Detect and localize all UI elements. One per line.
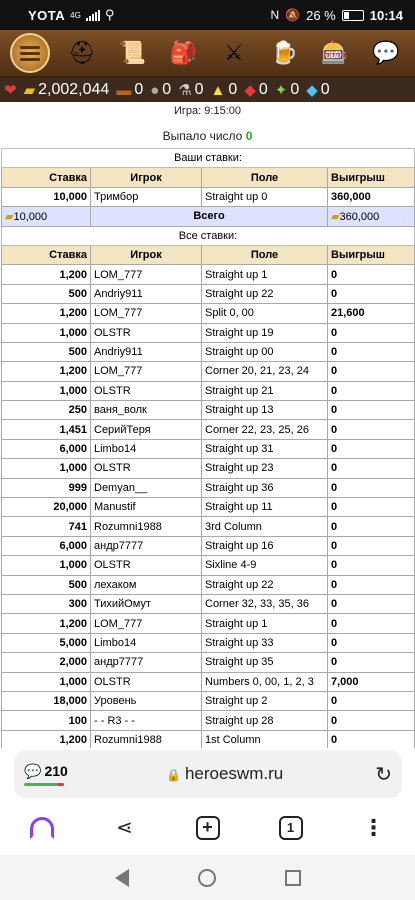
bet-cell: 1,000 bbox=[2, 323, 91, 342]
back-icon[interactable] bbox=[115, 869, 129, 887]
table-row bbox=[2, 478, 415, 497]
win-cell: 360,000 bbox=[328, 187, 415, 206]
health-heart-icon: ❤ bbox=[4, 82, 17, 99]
bet-cell: 2,000 bbox=[2, 653, 91, 672]
col-header-player: Игрок bbox=[91, 168, 202, 187]
bet-cell: 18,000 bbox=[2, 691, 91, 710]
player-cell[interactable]: андр7777 bbox=[91, 653, 202, 672]
win-cell: 0 bbox=[328, 691, 415, 710]
table-row bbox=[2, 633, 415, 652]
field-cell: 1st Column bbox=[202, 730, 328, 748]
player-cell[interactable]: лехаком bbox=[91, 575, 202, 594]
field-cell: Straight up 16 bbox=[202, 536, 328, 555]
chat-bubble-icon[interactable]: 💬 bbox=[371, 40, 400, 65]
comments-count: 210 bbox=[44, 763, 68, 779]
gold-amount: 2,002,044 bbox=[38, 81, 110, 98]
table-row bbox=[2, 284, 415, 303]
wood-amount: 0 bbox=[134, 81, 144, 98]
win-cell: 0 bbox=[328, 478, 415, 497]
table-row bbox=[2, 672, 415, 691]
more-menu-button[interactable] bbox=[354, 808, 394, 848]
table-row bbox=[2, 711, 415, 730]
table-row bbox=[2, 420, 415, 439]
bet-cell: 20,000 bbox=[2, 498, 91, 517]
roulette-icon[interactable]: 🎰 bbox=[321, 40, 349, 65]
player-cell[interactable]: СерийТеря bbox=[91, 420, 202, 439]
total-bet: 10,000 bbox=[13, 210, 48, 223]
field-cell: Straight up 22 bbox=[202, 575, 328, 594]
battery-percent: 26 % bbox=[306, 7, 336, 23]
player-cell[interactable]: Rozumni1988 bbox=[91, 517, 202, 536]
field-cell: Straight up 21 bbox=[202, 381, 328, 400]
resource-bar bbox=[0, 78, 415, 102]
win-cell: 0 bbox=[328, 439, 415, 458]
comment-bubble-icon: 💬 bbox=[24, 762, 42, 779]
crystal-amount: 0 bbox=[258, 81, 268, 98]
table-row bbox=[2, 536, 415, 555]
map-scroll-icon[interactable]: 📜 bbox=[118, 40, 147, 65]
win-cell: 0 bbox=[328, 381, 415, 400]
player-cell[interactable]: Manustif bbox=[91, 498, 202, 517]
win-cell: 0 bbox=[328, 420, 415, 439]
gems-amount: 0 bbox=[290, 81, 300, 98]
table-row bbox=[2, 730, 415, 748]
table-row bbox=[2, 517, 415, 536]
player-cell[interactable]: Andriy911 bbox=[91, 342, 202, 361]
field-cell: Straight up 0 bbox=[202, 187, 328, 206]
bet-cell: 999 bbox=[2, 478, 91, 497]
drawn-number-line bbox=[0, 124, 415, 148]
field-cell: Numbers 0, 00, 1, 2, 3 bbox=[202, 672, 328, 691]
roulette-results bbox=[0, 102, 415, 748]
total-label: Всего bbox=[91, 207, 328, 226]
all-bets-body bbox=[2, 265, 415, 748]
player-cell[interactable]: Тримбор bbox=[91, 187, 202, 206]
field-cell: Corner 32, 33, 35, 36 bbox=[202, 594, 328, 613]
comments-counter[interactable] bbox=[24, 763, 74, 786]
col-header-player: Игрок bbox=[91, 245, 202, 264]
player-cell[interactable]: LOM_777 bbox=[91, 614, 202, 633]
battle-swords-icon[interactable]: ⚔ bbox=[223, 40, 244, 65]
mercury-icon: ⚗ bbox=[178, 82, 192, 99]
bet-cell: 100 bbox=[2, 711, 91, 730]
col-header-win: Выигрыш bbox=[328, 168, 415, 187]
battery-icon bbox=[342, 10, 364, 21]
win-cell: 0 bbox=[328, 459, 415, 478]
field-cell: Straight up 33 bbox=[202, 633, 328, 652]
win-cell: 0 bbox=[328, 633, 415, 652]
win-cell: 0 bbox=[328, 556, 415, 575]
col-header-bet: Ставка bbox=[2, 168, 91, 187]
menu-icon bbox=[20, 43, 40, 64]
sulfur-icon: ▲ bbox=[210, 81, 226, 99]
all-bets-title: Все ставки: bbox=[2, 226, 415, 245]
ore-icon: ● bbox=[150, 81, 160, 99]
player-cell[interactable]: Rozumni1988 bbox=[91, 730, 202, 748]
network-type: 4G bbox=[70, 10, 81, 20]
nfc-icon: N bbox=[270, 8, 280, 22]
search-icon: ⚲ bbox=[104, 7, 115, 22]
gold-icon: ▰ bbox=[23, 82, 36, 99]
bet-cell: 500 bbox=[2, 342, 91, 361]
bet-cell: 1,200 bbox=[2, 614, 91, 633]
menu-button[interactable] bbox=[10, 33, 50, 73]
win-cell: 0 bbox=[328, 575, 415, 594]
diamond-icon: ◆ bbox=[306, 82, 318, 99]
bet-cell: 250 bbox=[2, 401, 91, 420]
player-cell[interactable]: Limbo14 bbox=[91, 439, 202, 458]
table-row bbox=[2, 556, 415, 575]
win-cell: 0 bbox=[328, 265, 415, 284]
player-cell[interactable]: OLSTR bbox=[91, 459, 202, 478]
win-cell: 0 bbox=[328, 614, 415, 633]
bet-cell: 1,000 bbox=[2, 459, 91, 478]
player-cell[interactable]: Limbo14 bbox=[91, 633, 202, 652]
field-cell: Straight up 23 bbox=[202, 459, 328, 478]
total-row bbox=[2, 207, 415, 226]
url-text[interactable] bbox=[74, 764, 375, 784]
lock-icon: 🔒 bbox=[166, 768, 181, 782]
game-time: Игра: 9:15:00 bbox=[174, 105, 241, 117]
win-cell: 0 bbox=[328, 401, 415, 420]
table-row bbox=[2, 265, 415, 284]
win-cell: 0 bbox=[328, 362, 415, 381]
bet-cell: 1,000 bbox=[2, 556, 91, 575]
url-bar[interactable] bbox=[14, 750, 402, 798]
col-header-field: Поле bbox=[202, 168, 328, 187]
field-cell: Straight up 2 bbox=[202, 691, 328, 710]
your-bets-title: Ваши ставки: bbox=[2, 149, 415, 168]
your-bets-table bbox=[1, 148, 415, 748]
table-row bbox=[2, 614, 415, 633]
drawn-number: 0 bbox=[245, 129, 253, 143]
win-cell: 7,000 bbox=[328, 672, 415, 691]
bet-cell: 500 bbox=[2, 575, 91, 594]
gold-icon: ▰ bbox=[331, 210, 340, 223]
field-cell: Straight up 1 bbox=[202, 614, 328, 633]
player-cell[interactable]: OLSTR bbox=[91, 323, 202, 342]
player-cell[interactable]: LOM_777 bbox=[91, 362, 202, 381]
bet-cell: 500 bbox=[2, 284, 91, 303]
col-header-bet: Ставка bbox=[2, 245, 91, 264]
bet-cell: 1,200 bbox=[2, 304, 91, 323]
win-cell: 0 bbox=[328, 517, 415, 536]
total-bet-cell bbox=[2, 207, 91, 226]
signal-icon bbox=[86, 10, 100, 21]
player-cell[interactable]: Demyan__ bbox=[91, 478, 202, 497]
system-nav bbox=[0, 855, 415, 900]
field-cell: Straight up 19 bbox=[202, 323, 328, 342]
player-cell[interactable]: ваня_волк bbox=[91, 401, 202, 420]
gold-icon: ▰ bbox=[5, 210, 14, 223]
player-cell[interactable]: ТихийОмут bbox=[91, 594, 202, 613]
alice-assistant-button[interactable] bbox=[22, 808, 62, 848]
player-cell[interactable]: Уровень bbox=[91, 691, 202, 710]
player-cell[interactable]: - - R3 - - bbox=[91, 711, 202, 730]
player-cell[interactable]: андр7777 bbox=[91, 536, 202, 555]
ore-amount: 0 bbox=[162, 81, 172, 98]
field-cell: Straight up 00 bbox=[202, 342, 328, 361]
table-row bbox=[2, 439, 415, 458]
table-row bbox=[2, 401, 415, 420]
table-row bbox=[2, 498, 415, 517]
field-cell: Straight up 36 bbox=[202, 478, 328, 497]
bet-cell: 1,451 bbox=[2, 420, 91, 439]
bet-cell: 1,200 bbox=[2, 730, 91, 748]
table-row bbox=[2, 459, 415, 478]
mercury-amount: 0 bbox=[194, 81, 204, 98]
win-cell: 0 bbox=[328, 536, 415, 555]
table-row bbox=[2, 187, 415, 206]
bet-cell: 1,000 bbox=[2, 672, 91, 691]
tavern-mug-icon[interactable]: 🍺 bbox=[270, 40, 299, 65]
field-cell: Split 0, 00 bbox=[202, 304, 328, 323]
win-cell: 0 bbox=[328, 498, 415, 517]
player-cell[interactable]: OLSTR bbox=[91, 672, 202, 691]
status-bar bbox=[0, 0, 415, 30]
tabs-button[interactable] bbox=[271, 808, 311, 848]
table-row bbox=[2, 304, 415, 323]
wood-icon: ▬ bbox=[116, 81, 132, 99]
tabs-count: 1 bbox=[279, 816, 303, 840]
player-cell[interactable]: OLSTR bbox=[91, 381, 202, 400]
field-cell: Straight up 1 bbox=[202, 265, 328, 284]
field-cell: Sixline 4-9 bbox=[202, 556, 328, 575]
diamond-amount: 0 bbox=[320, 81, 330, 98]
table-row bbox=[2, 342, 415, 361]
clock: 10:14 bbox=[369, 7, 403, 23]
mute-icon: 🔕 bbox=[285, 8, 301, 22]
comments-rating-bar bbox=[24, 783, 64, 786]
home-icon[interactable] bbox=[198, 869, 216, 887]
character-helmet-icon[interactable]: ⛑ bbox=[67, 40, 96, 65]
table-row bbox=[2, 381, 415, 400]
sulfur-amount: 0 bbox=[228, 81, 238, 98]
player-cell[interactable]: LOM_777 bbox=[91, 265, 202, 284]
win-cell: 0 bbox=[328, 711, 415, 730]
table-row bbox=[2, 594, 415, 613]
field-cell: Corner 22, 23, 25, 26 bbox=[202, 420, 328, 439]
win-cell: 0 bbox=[328, 284, 415, 303]
total-win: 360,000 bbox=[339, 210, 380, 223]
table-row bbox=[2, 653, 415, 672]
win-cell: 0 bbox=[328, 323, 415, 342]
table-row bbox=[2, 691, 415, 710]
crystal-icon: ◆ bbox=[244, 82, 256, 99]
share-icon: ⋖ bbox=[116, 817, 133, 839]
win-cell: 0 bbox=[328, 342, 415, 361]
field-cell: Straight up 31 bbox=[202, 439, 328, 458]
bet-cell: 5,000 bbox=[2, 633, 91, 652]
reload-icon[interactable]: ↻ bbox=[375, 763, 392, 786]
gems-icon: ✦ bbox=[274, 82, 288, 99]
inventory-bag-icon[interactable]: 🎒 bbox=[169, 40, 197, 65]
player-cell[interactable]: LOM_777 bbox=[91, 304, 202, 323]
win-cell: 21,600 bbox=[328, 304, 415, 323]
player-cell[interactable]: OLSTR bbox=[91, 556, 202, 575]
total-win-cell bbox=[328, 207, 415, 226]
bet-cell: 1,200 bbox=[2, 265, 91, 284]
kebab-menu-icon: ⋮ bbox=[362, 814, 385, 840]
bet-cell: 6,000 bbox=[2, 439, 91, 458]
table-row bbox=[2, 323, 415, 342]
share-button[interactable] bbox=[105, 808, 145, 848]
bet-cell: 1,000 bbox=[2, 381, 91, 400]
carrier-name: YOTA bbox=[28, 7, 66, 23]
bet-cell: 300 bbox=[2, 594, 91, 613]
win-cell: 0 bbox=[328, 594, 415, 613]
field-cell: Straight up 13 bbox=[202, 401, 328, 420]
field-cell: Straight up 35 bbox=[202, 653, 328, 672]
recents-icon[interactable] bbox=[285, 870, 301, 886]
player-cell[interactable]: Andriy911 bbox=[91, 284, 202, 303]
field-cell: Straight up 28 bbox=[202, 711, 328, 730]
browser-nav bbox=[0, 800, 415, 855]
win-cell: 0 bbox=[328, 653, 415, 672]
plus-icon: + bbox=[196, 816, 220, 840]
win-cell: 0 bbox=[328, 730, 415, 748]
field-cell: 3rd Column bbox=[202, 517, 328, 536]
field-cell: Straight up 22 bbox=[202, 284, 328, 303]
game-nav bbox=[0, 30, 415, 78]
drawn-label: Выпало число bbox=[162, 129, 243, 143]
new-tab-button[interactable] bbox=[188, 808, 228, 848]
field-cell: Straight up 11 bbox=[202, 498, 328, 517]
bet-cell: 1,200 bbox=[2, 362, 91, 381]
table-row bbox=[2, 362, 415, 381]
bet-cell: 10,000 bbox=[2, 187, 91, 206]
bet-cell: 6,000 bbox=[2, 536, 91, 555]
col-header-field: Поле bbox=[202, 245, 328, 264]
bet-cell: 741 bbox=[2, 517, 91, 536]
alice-icon bbox=[30, 817, 54, 839]
table-row bbox=[2, 575, 415, 594]
col-header-win: Выигрыш bbox=[328, 245, 415, 264]
url-domain: heroeswm.ru bbox=[184, 764, 284, 783]
field-cell: Corner 20, 21, 23, 24 bbox=[202, 362, 328, 381]
